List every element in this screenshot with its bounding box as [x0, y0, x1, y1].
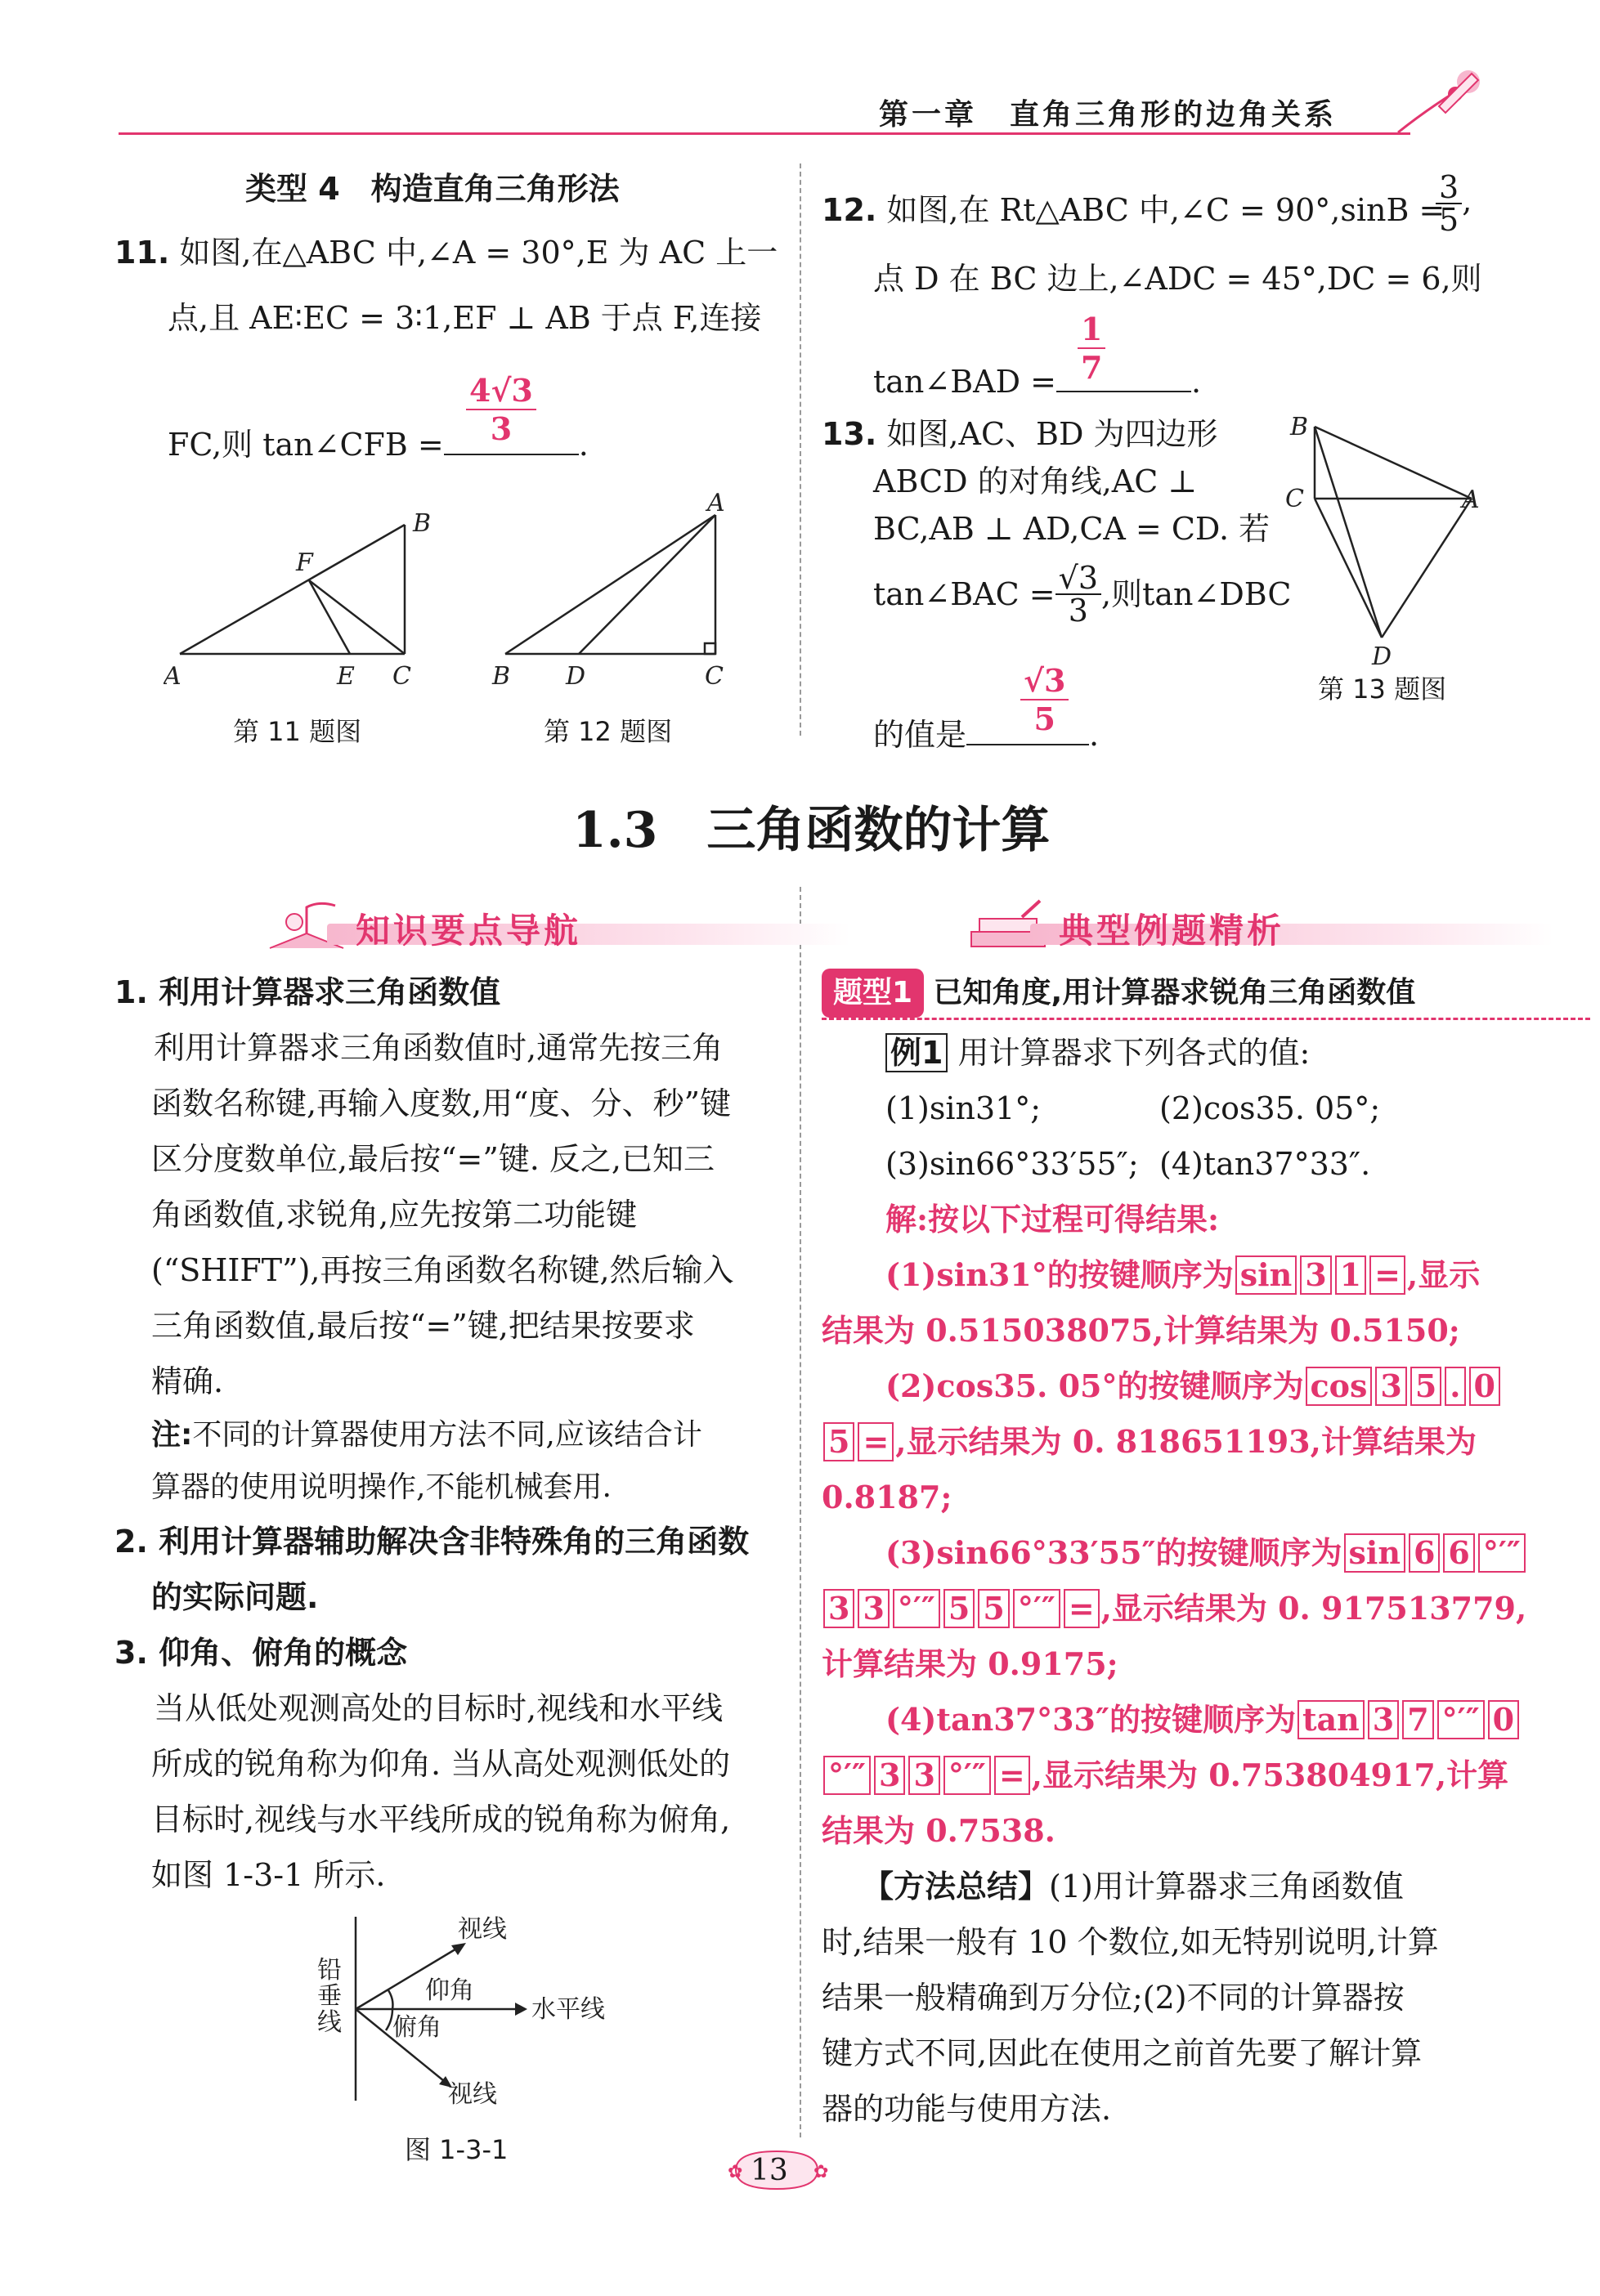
- fig12-label-d: D: [566, 662, 586, 691]
- solution-4b: [822, 1748, 1590, 1803]
- key-dot: .: [1445, 1367, 1465, 1406]
- q13-number: 13.: [822, 416, 877, 452]
- key-dms: °′″: [1013, 1589, 1060, 1628]
- example-text: 用计算器求下列各式的值:: [957, 1035, 1311, 1071]
- q13-line3: BC,AB ⊥ AD,CA = CD. 若: [873, 511, 1271, 547]
- q12-line3: tan∠BAD = .: [873, 364, 1202, 400]
- knowledge-p1-5: 三角函数值,最后按“=”键,把结果按要求: [151, 1308, 695, 1344]
- bottom-column-divider: [800, 887, 803, 2137]
- figure-11: [164, 507, 441, 695]
- knowledge-section: [114, 964, 785, 1903]
- svg-text:✿: ✿: [728, 2162, 743, 2182]
- key-1: 1: [1335, 1255, 1366, 1295]
- solution-2c: 0.8187;: [822, 1479, 952, 1515]
- example-intro: [822, 1025, 1590, 1081]
- q12-fraction: $\frac{3}{5}$ ,: [1436, 172, 1472, 235]
- knowledge-p3-3: 如图 1-3-1 所示.: [151, 1857, 386, 1893]
- solution-3b: [822, 1581, 1590, 1636]
- key-5: 5: [1410, 1367, 1441, 1406]
- fig-horizontal: 水平线: [531, 1995, 605, 2024]
- q13-frac-num: √3: [1055, 562, 1101, 595]
- key-5: 5: [823, 1422, 854, 1461]
- key-dms: °′″: [943, 1756, 991, 1795]
- fig11-label-e: E: [337, 662, 355, 691]
- solution-2b: [822, 1414, 1590, 1470]
- fig-elevation: 仰角: [425, 1976, 474, 2005]
- fig13-caption: 第 13 题图: [1318, 674, 1447, 705]
- knowledge-note-0: [114, 1409, 785, 1461]
- knowledge-p1-3: 角函数值,求锐角,应先按第二功能键: [151, 1197, 638, 1233]
- summary-text-0: (1)用计算器求三角函数值: [1049, 1869, 1404, 1904]
- key-dms: °′″: [823, 1756, 871, 1795]
- fig13-label-c: C: [1285, 485, 1304, 513]
- key-5: 5: [943, 1589, 975, 1628]
- solution-3a: [822, 1525, 1590, 1581]
- type1-tag: 题型1: [822, 969, 924, 1018]
- key-3: 3: [858, 1589, 889, 1628]
- key-sin: sin: [1235, 1255, 1297, 1295]
- summary-2: 结果一般精确到万分位;(2)不同的计算器按: [822, 1980, 1405, 2016]
- key-equals: =: [1064, 1589, 1100, 1628]
- figure-13: [1275, 409, 1496, 670]
- knowledge-h3: 3. 仰角、俯角的概念: [114, 1635, 408, 1671]
- q13-line5: 的值是 .: [873, 717, 1100, 753]
- item-3: (3)sin66°33′55″;: [885, 1146, 1139, 1182]
- q13-line2: ABCD 的对角线,AC ⊥: [873, 463, 1198, 499]
- q11-blank: [444, 452, 579, 455]
- key-sin: sin: [1344, 1533, 1405, 1573]
- knowledge-h2-0: 2. 利用计算器辅助解决含非特殊角的三角函数: [114, 1524, 750, 1560]
- pencil-flower-icon: [1390, 57, 1488, 139]
- key-equals: =: [858, 1422, 894, 1461]
- knowledge-p3-2: 目标时,视线与水平线所成的锐角称为俯角,: [151, 1801, 731, 1837]
- key-3: 3: [908, 1756, 939, 1795]
- fig11-caption: 第 11 题图: [233, 716, 362, 747]
- s3-tail: ,显示结果为 0. 917513779,: [1100, 1590, 1527, 1627]
- q11-line1: [114, 235, 778, 271]
- knowledge-p3-1: 所成的锐角称为仰角. 当从高处观测低处的: [151, 1746, 731, 1782]
- key-5: 5: [978, 1589, 1009, 1628]
- key-6: 6: [1409, 1533, 1440, 1573]
- q11-line3: FC,则 tan∠CFB = .: [168, 427, 589, 463]
- key-3: 3: [1300, 1255, 1331, 1295]
- q12-blank: [1056, 389, 1191, 392]
- s3-text: (3)sin66°33′55″的按键顺序为: [885, 1534, 1342, 1571]
- item-2: (2)cos35. 05°;: [1159, 1090, 1381, 1126]
- q13-line4: [873, 560, 1292, 629]
- solution-3c: 计算结果为 0.9175;: [822, 1645, 1118, 1682]
- chapter-title: 第一章 直角三角形的边角关系: [879, 98, 1338, 132]
- top-column-divider: [800, 163, 803, 736]
- q13-answer-num: √3: [1020, 662, 1069, 700]
- q11-text3: FC,则 tan∠CFB =: [168, 427, 444, 463]
- q13-frac-den: 3: [1068, 593, 1088, 629]
- example-section: [822, 969, 1590, 2137]
- knowledge-banner-label: 知识要点导航: [356, 911, 582, 951]
- solution-head: 解:按以下过程可得结果:: [885, 1201, 1220, 1238]
- item-4: (4)tan37°33″.: [1159, 1146, 1371, 1182]
- key-3: 3: [874, 1756, 905, 1795]
- knowledge-p3-0: 当从低处观测高处的目标时,视线和水平线: [154, 1690, 724, 1726]
- key-dms: °′″: [893, 1589, 940, 1628]
- solution-4a: [822, 1692, 1590, 1748]
- q13-line1: [822, 418, 1218, 450]
- fig12-label-c: C: [705, 662, 724, 691]
- s2-text: (2)cos35. 05°的按键顺序为: [885, 1367, 1304, 1404]
- knowledge-h1: 1. 利用计算器求三角函数值: [114, 974, 501, 1010]
- solution-2a: [822, 1358, 1590, 1414]
- q11-line2: 点,且 AE∶EC = 3∶1,EF ⊥ AB 于点 F,连接: [168, 300, 762, 336]
- fig11-label-a: A: [164, 662, 182, 691]
- key-6: 6: [1443, 1533, 1474, 1573]
- figure-1-3-1: [311, 1913, 654, 2109]
- key-0: 0: [1488, 1700, 1519, 1739]
- q13-text1: 如图,AC、BD 为四边形: [886, 416, 1218, 452]
- note-text-0: 不同的计算器使用方法不同,应该结合计: [192, 1418, 702, 1452]
- fig12-label-b: B: [492, 662, 511, 691]
- fig13-label-d: D: [1372, 642, 1392, 670]
- type-title: 类型 4 构造直角三角形法: [245, 171, 620, 207]
- header-rule: [119, 132, 1410, 135]
- examples-banner: [965, 899, 1553, 951]
- fig12-caption: 第 12 题图: [544, 716, 673, 747]
- s4-text: (4)tan37°33″的按键顺序为: [885, 1701, 1296, 1738]
- solution-1a: [822, 1247, 1590, 1303]
- q11-number: 11.: [114, 235, 170, 271]
- key-3: 3: [823, 1589, 854, 1628]
- key-dms: °′″: [1437, 1700, 1485, 1739]
- q13-blank: [966, 742, 1089, 745]
- example-items-row1: [822, 1081, 1590, 1136]
- key-equals: =: [1369, 1255, 1405, 1295]
- s1-tail: ,显示: [1406, 1256, 1481, 1293]
- fig13-label-b: B: [1290, 413, 1309, 441]
- summary-3: 键方式不同,因此在使用之前首先要了解计算: [822, 2035, 1423, 2071]
- key-3: 3: [1368, 1700, 1399, 1739]
- svg-text:✿: ✿: [813, 2162, 829, 2182]
- q12-text3: tan∠BAD =: [873, 364, 1056, 400]
- q11-answer-num: 4√3: [466, 372, 536, 410]
- solution-1c: 结果为 0.515038075,计算结果为 0.5150;: [822, 1312, 1460, 1349]
- fig-sight-down: 视线: [448, 2080, 497, 2109]
- key-0: 0: [1469, 1367, 1500, 1406]
- type1-heading: [822, 969, 1590, 1020]
- examples-banner-label: 典型例题精析: [1059, 911, 1285, 951]
- fig11-label-c: C: [392, 662, 411, 691]
- summary-0: [822, 1859, 1590, 1914]
- solution-4c: 结果为 0.7538.: [822, 1812, 1055, 1849]
- knowledge-p1-6: 精确.: [151, 1363, 224, 1399]
- summary-4: 器的功能与使用方法.: [822, 2091, 1112, 2127]
- section-title: 1.3 三角函数的计算: [572, 802, 1051, 859]
- example-items-row2: [822, 1136, 1590, 1192]
- q12-number: 12.: [822, 192, 877, 228]
- fig11-label-f: F: [296, 548, 313, 577]
- type1-text: 已知角度,用计算器求锐角三角函数值: [933, 976, 1416, 1009]
- knowledge-p1-4: (“SHIFT”),再按三角函数名称键,然后输入: [151, 1252, 734, 1288]
- key-equals: =: [994, 1756, 1030, 1795]
- knowledge-banner: [262, 899, 850, 951]
- q12-text1: 如图,在 Rt△ABC 中,∠C = 90°,sinB =: [886, 192, 1445, 228]
- fig-plumb-2: 线: [317, 2008, 342, 2037]
- key-3: 3: [1375, 1367, 1406, 1406]
- q12-line1: [822, 192, 1445, 228]
- q12-frac-den: 5: [1439, 202, 1459, 238]
- s4-tail: ,显示结果为 0.753804917,计算: [1031, 1757, 1509, 1793]
- page-number: 13: [751, 2154, 788, 2187]
- s1-text: (1)sin31°的按键顺序为: [885, 1256, 1234, 1293]
- q13-text5: 的值是: [873, 717, 967, 753]
- s2-tail: ,显示结果为 0. 818651193,计算结果为: [895, 1423, 1477, 1460]
- fig13-label-a: A: [1462, 486, 1480, 514]
- knowledge-p1-0: 利用计算器求三角函数值时,通常先按三角: [154, 1030, 724, 1066]
- fig-plumb-0: 铅: [317, 1956, 342, 1985]
- key-cos: cos: [1306, 1367, 1373, 1406]
- q12-answer-den: 7: [1081, 349, 1103, 386]
- fig-sight-up: 视线: [458, 1915, 507, 1944]
- fig131-caption: 图 1-3-1: [405, 2134, 509, 2165]
- q11-answer-den: 3: [490, 410, 513, 447]
- knowledge-h2-1: 的实际问题.: [151, 1579, 319, 1615]
- key-tan: tan: [1297, 1700, 1365, 1739]
- q13-text4b: ,则tan∠DBC: [1101, 576, 1292, 612]
- item-1: (1)sin31°;: [885, 1090, 1042, 1126]
- q13-answer-den: 5: [1033, 700, 1055, 737]
- fig-depression: 俯角: [392, 2013, 441, 2042]
- example-label: 例1: [885, 1033, 948, 1072]
- summary-label: 【方法总结】: [863, 1869, 1050, 1904]
- key-7: 7: [1402, 1700, 1433, 1739]
- figure-12: [491, 490, 736, 695]
- knowledge-p1-1: 函数名称键,再输入度数,用“度、分、秒”键: [151, 1085, 732, 1121]
- knowledge-note-1: 算器的使用说明操作,不能机械套用.: [151, 1470, 612, 1504]
- q11-text1: 如图,在△ABC 中,∠A = 30°,E 为 AC 上一: [179, 235, 778, 271]
- fig12-label-a: A: [707, 490, 725, 517]
- key-dms: °′″: [1478, 1533, 1526, 1573]
- knowledge-p1-2: 区分度数单位,最后按“=”键. 反之,已知三: [151, 1141, 715, 1177]
- q13-text4a: tan∠BAC =: [873, 576, 1055, 612]
- fig-plumb-1: 垂: [317, 1982, 342, 2011]
- fig11-label-b: B: [413, 509, 432, 538]
- summary-1: 时,结果一般有 10 个数位,如无特别说明,计算: [822, 1924, 1439, 1960]
- note-label: 注:: [151, 1418, 193, 1452]
- q12-line2: 点 D 在 BC 边上,∠ADC = 45°,DC = 6,则: [873, 261, 1482, 297]
- q12-answer-num: 1: [1078, 311, 1105, 349]
- q12-frac-num: 3: [1436, 172, 1462, 204]
